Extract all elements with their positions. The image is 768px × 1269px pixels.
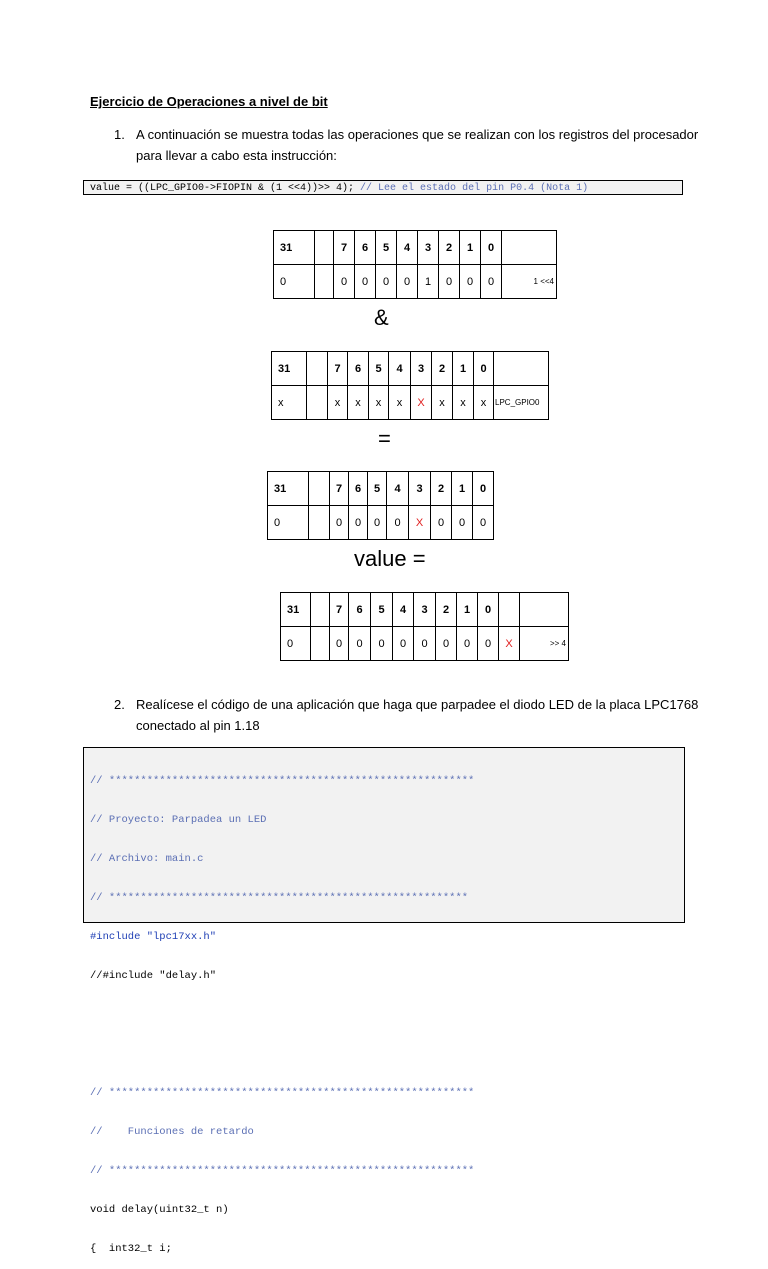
bit-cell: 0 <box>349 506 368 540</box>
bit-header-cell <box>307 352 328 386</box>
bit-cell: x <box>453 386 474 420</box>
bit-header-cell: 7 <box>334 231 355 265</box>
bit-cell: 0 <box>393 627 414 661</box>
note-cell <box>520 593 569 627</box>
bit-cell-highlight: X <box>411 386 432 420</box>
bit-cell: 0 <box>349 627 371 661</box>
code-comment: // Lee el estado del pin P0.4 (Nota 1) <box>360 183 589 194</box>
bit-cell: 0 <box>268 506 309 540</box>
code-line: // ********************************************************** <box>90 1165 475 1177</box>
bit-cell: x <box>369 386 389 420</box>
bit-cell: 0 <box>457 627 478 661</box>
bit-header-cell <box>315 231 334 265</box>
bit-header-cell: 0 <box>478 593 499 627</box>
bit-table-shift <box>273 230 557 299</box>
list-text-line-1: A continuación se muestra todas las operaciones que se realizan con los registros del procesador <box>136 127 699 142</box>
bit-cell-highlight: X <box>499 627 520 661</box>
equals-operator: = <box>378 426 391 451</box>
bit-header-cell: 6 <box>349 472 368 506</box>
bit-cell <box>311 627 330 661</box>
list-text-line-2: conectado al pin 1.18 <box>136 718 260 733</box>
code-line: { int32_t i; <box>90 1243 172 1255</box>
list-item-1 <box>114 124 714 166</box>
bit-header-cell: 5 <box>376 231 397 265</box>
bit-header-cell: 2 <box>439 231 460 265</box>
bit-cell: x <box>272 386 307 420</box>
bit-cell <box>309 506 330 540</box>
list-number: 2. <box>114 697 125 712</box>
note-cell <box>502 231 557 265</box>
bit-cell: 0 <box>330 627 349 661</box>
bit-header-cell: 1 <box>453 352 474 386</box>
bit-cell: 1 <box>418 265 439 299</box>
bit-cell: 0 <box>376 265 397 299</box>
bit-header-cell: 31 <box>274 231 315 265</box>
bit-cell-highlight: X <box>409 506 431 540</box>
bit-cell <box>307 386 328 420</box>
bit-cell: 0 <box>330 506 349 540</box>
bit-cell: x <box>432 386 453 420</box>
note-cell: 1 <<4 <box>502 265 557 299</box>
bit-header-cell: 7 <box>330 593 349 627</box>
bit-cell: x <box>328 386 348 420</box>
bit-header-cell: 7 <box>330 472 349 506</box>
bit-header-cell: 0 <box>474 352 494 386</box>
list-text-line-2: para llevar a cabo esta instrucción: <box>136 148 337 163</box>
note-cell: >> 4 <box>520 627 569 661</box>
bit-header-cell: 31 <box>272 352 307 386</box>
and-operator: & <box>374 305 389 330</box>
bit-cell: 0 <box>397 265 418 299</box>
bit-cell: 0 <box>371 627 393 661</box>
bit-cell: x <box>348 386 369 420</box>
bit-cell: 0 <box>436 627 457 661</box>
bit-header-cell: 5 <box>368 472 387 506</box>
bit-cell: 0 <box>414 627 436 661</box>
bit-header-cell: 1 <box>460 231 481 265</box>
code-line: // Proyecto: Parpadea un LED <box>90 814 267 826</box>
list-item-2 <box>114 694 714 736</box>
list-number: 1. <box>114 127 125 142</box>
code-line: #include "lpc17xx.h" <box>90 931 217 943</box>
page-title: Ejercicio de Operaciones a nivel de bit <box>90 94 328 109</box>
code-block <box>83 747 685 1255</box>
bit-cell: 0 <box>460 265 481 299</box>
code-line: // Archivo: main.c <box>90 853 204 865</box>
bit-table-gpio <box>271 351 549 420</box>
bit-header-cell: 1 <box>457 593 478 627</box>
bit-header-cell: 2 <box>431 472 452 506</box>
code-line: // Funciones de retardo <box>90 1126 254 1138</box>
bit-header-cell: 3 <box>409 472 431 506</box>
code-line: void delay(uint32_t n) <box>90 1204 229 1216</box>
bit-header-cell: 31 <box>281 593 311 627</box>
bit-cell: 0 <box>478 627 499 661</box>
bit-cell: 0 <box>439 265 460 299</box>
bit-cell: 0 <box>473 506 494 540</box>
bit-header-cell: 31 <box>268 472 309 506</box>
bit-header-cell <box>309 472 330 506</box>
bit-cell: 0 <box>431 506 452 540</box>
bit-header-cell: 5 <box>369 352 389 386</box>
bit-header-cell: 0 <box>481 231 502 265</box>
bit-cell: 0 <box>452 506 473 540</box>
bit-header-cell: 6 <box>349 593 371 627</box>
instruction-code <box>83 180 683 195</box>
bit-header-cell: 3 <box>414 593 436 627</box>
bit-header-cell: 2 <box>436 593 457 627</box>
bit-header-cell: 3 <box>418 231 439 265</box>
bit-header-cell: 4 <box>387 472 409 506</box>
note-cell <box>494 352 549 386</box>
bit-header-cell: 4 <box>397 231 418 265</box>
list-text-line-1: Realícese el código de una aplicación que haga que parpadee el diodo LED de la placa LPC1768 <box>136 697 699 712</box>
bit-cell: 0 <box>481 265 502 299</box>
bit-header-cell: 4 <box>393 593 414 627</box>
bit-table-shifted <box>280 592 569 661</box>
bit-cell: x <box>389 386 411 420</box>
bit-header-cell: 7 <box>328 352 348 386</box>
bit-cell: 0 <box>281 627 311 661</box>
bit-header-cell: 4 <box>389 352 411 386</box>
code-line: // ********************************************************** <box>90 1087 475 1099</box>
bit-header-cell: 3 <box>411 352 432 386</box>
bit-header-cell: 2 <box>432 352 453 386</box>
value-equals-label: value = <box>354 546 426 571</box>
code-text: value = ((LPC_GPIO0->FIOPIN & (1 <<4))>> 4); <box>90 183 361 194</box>
bit-cell: 0 <box>274 265 315 299</box>
bit-cell <box>315 265 334 299</box>
note-cell: LPC_GPIO0 <box>494 386 549 420</box>
bit-cell: 0 <box>334 265 355 299</box>
bit-header-cell: 6 <box>355 231 376 265</box>
bit-cell: 0 <box>368 506 387 540</box>
bit-header-cell <box>311 593 330 627</box>
bit-table-result <box>267 471 494 540</box>
code-line: // ********************************************************** <box>90 775 475 787</box>
code-line: //#include "delay.h" <box>90 970 217 982</box>
code-line: // ********************************************************* <box>90 892 469 904</box>
bit-header-cell: 6 <box>348 352 369 386</box>
bit-cell: 0 <box>387 506 409 540</box>
bit-cell: 0 <box>355 265 376 299</box>
bit-cell: x <box>474 386 494 420</box>
bit-header-cell <box>499 593 520 627</box>
bit-header-cell: 1 <box>452 472 473 506</box>
code-line <box>90 1048 678 1061</box>
bit-header-cell: 0 <box>473 472 494 506</box>
code-line <box>90 1009 678 1022</box>
bit-header-cell: 5 <box>371 593 393 627</box>
